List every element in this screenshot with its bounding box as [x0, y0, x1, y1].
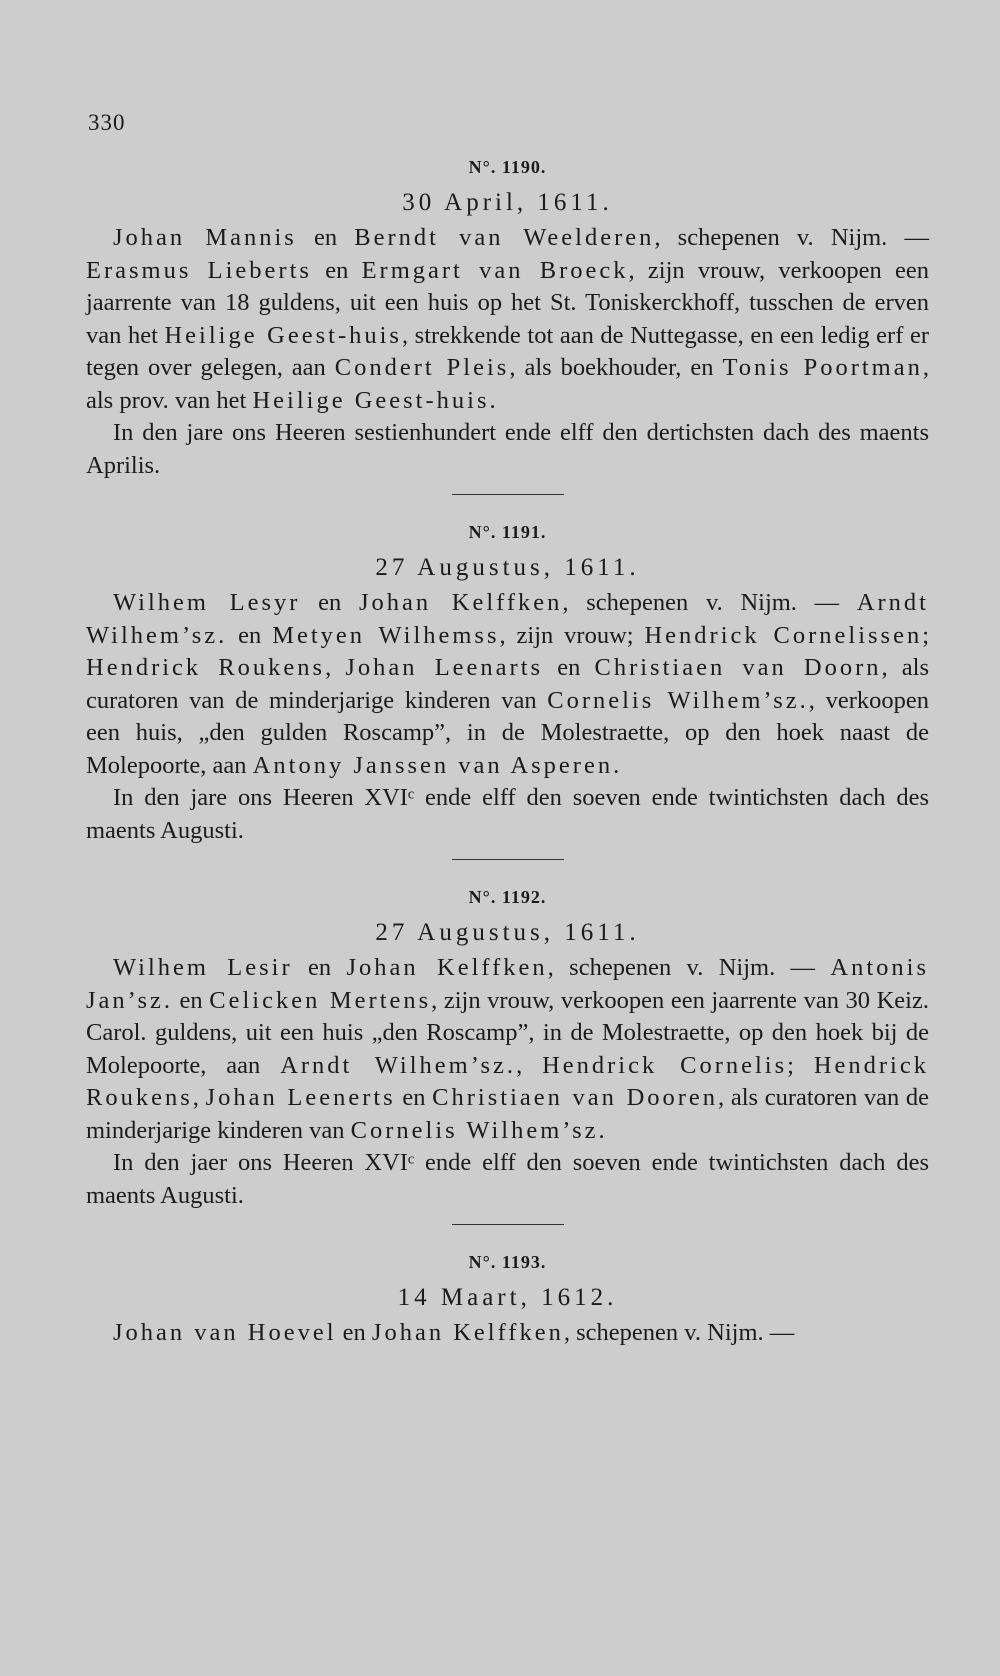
spaced-name: Wilhem Lesyr [113, 589, 301, 616]
text-run: , [325, 654, 346, 681]
text-run: , als boekhouder, en [509, 354, 723, 381]
text-run: , schepenen v. Nijm. — [562, 589, 857, 616]
spaced-name: Johan Mannis [113, 224, 297, 251]
entry-1193 [86, 1245, 929, 1350]
text-run: . [489, 386, 496, 414]
spaced-name: Erasmus Lieberts [86, 256, 312, 284]
text-run: , verkoopen een huis, „den gulden Roscamp”, in de Molestraette, op den hoek naast de Molepoorte, aan [86, 686, 929, 779]
separator-rule [452, 1224, 564, 1225]
entry-1191 [86, 515, 929, 847]
text-run: en [311, 256, 362, 284]
text-run: , als curatoren van de minderjarige kinderen van [86, 654, 930, 714]
spaced-name: Hendrick Cornelis [542, 1051, 788, 1079]
entry-number: N°. 1193. [468, 1252, 547, 1272]
spaced-name: Hendrick Cornelissen [644, 621, 923, 649]
entry-closing: In den jare ons Heeren sestienhundert ende elff den dertichsten dach des maents Aprilis. [86, 419, 929, 479]
entry-1192 [86, 880, 929, 1212]
text-run: en [300, 589, 359, 616]
spaced-name: Heilige Geest-huis [252, 386, 490, 414]
entry-closing: In den jare ons Heeren XVIᶜ ende elff den soeven ende twintichsten dach des maents Augusti. [86, 784, 929, 844]
entry-body [86, 1317, 929, 1350]
spaced-name: Johan Kelffken [371, 1319, 564, 1346]
separator-rule [452, 494, 564, 495]
text-run: , zijn vrouw; [499, 621, 645, 649]
entry-date: 14 Maart, 1612. [397, 1284, 618, 1311]
separator-rule [452, 859, 564, 860]
text-run: en [227, 621, 273, 649]
entry-number: N°. 1191. [468, 522, 547, 542]
spaced-name: Arndt Wilhem’sz. [86, 589, 929, 649]
spaced-name: Metyen Wilhemss [272, 621, 500, 649]
text-run: en [543, 654, 595, 681]
spaced-name: Condert Pleis [334, 354, 510, 381]
spaced-name: Christiaen van Doorn [594, 654, 882, 681]
entry-body [86, 222, 929, 417]
text-run: , [192, 1084, 206, 1111]
spaced-name: Celicken Mertens [209, 986, 432, 1014]
text-run: , schepenen v. Nijm. — [563, 1319, 795, 1346]
text-run: ; [787, 1051, 814, 1079]
entry-number: N°. 1192. [468, 887, 547, 907]
spaced-name: Johan van Hoevel [113, 1319, 337, 1346]
text-run: en [296, 224, 355, 251]
text-run: en [395, 1084, 433, 1111]
spaced-name: Johan Kelffken [346, 954, 548, 981]
entry-number: N°. 1190. [468, 157, 547, 177]
text-run: en [292, 954, 347, 981]
text-run: ; [922, 621, 930, 649]
spaced-name: Johan Leenarts [345, 654, 544, 681]
entry-body [86, 587, 929, 782]
entry-body [86, 952, 929, 1147]
spaced-name: Cornelis Wilhem’sz. [547, 686, 809, 714]
spaced-name: Hendrick Roukens [86, 654, 326, 681]
spaced-name: Tonis Poortman [722, 354, 923, 381]
spaced-name: Antony Janssen van Asperen [252, 751, 614, 779]
text-run: en [336, 1319, 372, 1346]
spaced-name: Wilhem Lesir [113, 954, 293, 981]
text-run: en [173, 986, 210, 1014]
text-run: , schepenen v. Nijm. — [547, 954, 831, 981]
spaced-name: Johan Leenerts [205, 1084, 396, 1111]
text-run: , zijn vrouw, verkoopen een jaarrente van 18 guldens, uit een huis op het St. Toniskerckhoff, tusschen de erven van het [86, 256, 930, 349]
entries-column [86, 150, 929, 1350]
spaced-name: Antonis Jan’sz. [86, 954, 930, 1014]
spaced-name: Johan Kelffken [358, 589, 563, 616]
entry-1190 [86, 150, 929, 482]
spaced-name: Arndt Wilhem’sz. [280, 1051, 517, 1079]
spaced-name: Christiaen van Dooren [432, 1084, 719, 1111]
spaced-name: Berndt van Weelderen [354, 224, 655, 251]
entry-date: 27 Augustus, 1611. [375, 919, 640, 946]
entry-closing: In den jaer ons Heeren XVIᶜ ende elff den soeven ende twintichsten dach des maents Augusti. [86, 1149, 929, 1209]
entry-date: 30 April, 1611. [402, 189, 613, 216]
spaced-name: Ermgart van Broeck [361, 256, 629, 284]
text-run: , strekkende tot aan de Nuttegasse, en een ledig erf er tegen over gelegen, aan [86, 321, 929, 381]
text-run: , zijn vrouw, verkoopen een jaarrente van 30 Keiz. Carol. guldens, uit een huis „den Roscamp”, in de Molestraette, op den hoek bij de Molepoorte, aan [86, 986, 929, 1079]
text-run: , [516, 1051, 543, 1079]
text-run: . [613, 751, 620, 779]
spaced-name: Heilige Geest-huis [164, 321, 402, 349]
text-run: , als curatoren van de minderjarige kinderen van [86, 1084, 930, 1144]
text-run: , als prov. van het [86, 354, 929, 414]
spaced-name: Hendrick Roukens [86, 1051, 929, 1111]
text-run: , schepenen v. Nijm. — [654, 224, 929, 251]
spaced-name: Cornelis Wilhem’sz. [350, 1116, 608, 1144]
entry-date: 27 Augustus, 1611. [375, 554, 640, 581]
page-number: 330 [88, 110, 126, 135]
